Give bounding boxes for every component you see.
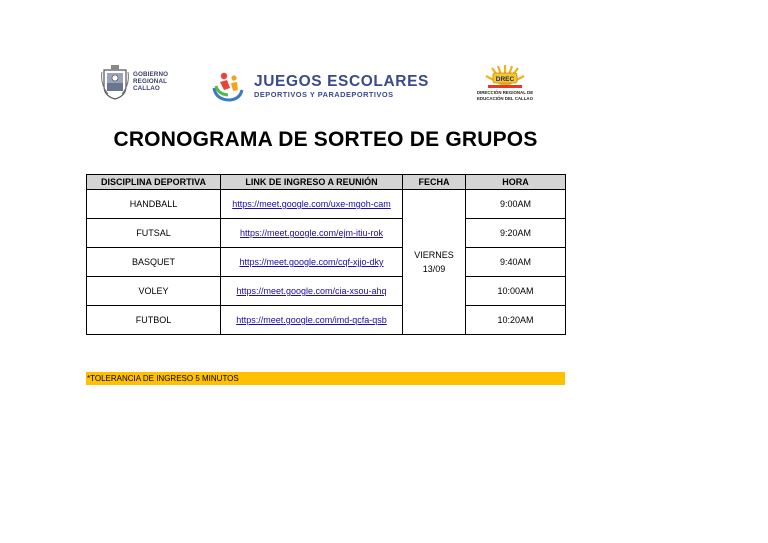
meeting-link[interactable]: https://meet.google.com/ejm-itiu-rok xyxy=(239,228,384,238)
table-row xyxy=(87,219,566,248)
hora-cell: 10:20AM xyxy=(466,306,566,335)
drec-sun-icon xyxy=(484,64,526,90)
discipline-cell: BASQUET xyxy=(87,248,221,277)
header-fecha: FECHA xyxy=(403,175,466,190)
table-row xyxy=(87,277,566,306)
header-hora: HORA xyxy=(466,175,566,190)
juegos-escolares-logo xyxy=(210,70,440,104)
schedule-table xyxy=(86,174,566,335)
drec-logo xyxy=(474,64,536,108)
callao-seal-icon xyxy=(100,64,130,100)
header-link: LINK DE INGRESO A REUNIÓN xyxy=(221,175,403,190)
link-cell xyxy=(221,219,403,248)
link-cell xyxy=(221,248,403,277)
discipline-cell: FUTSAL xyxy=(87,219,221,248)
hora-cell: 9:00AM xyxy=(466,190,566,219)
juegos-title: JUEGOS ESCOLARES xyxy=(254,73,429,90)
table-header-row xyxy=(87,175,566,190)
fecha-cell xyxy=(403,190,466,335)
gobierno-line-2: REGIONAL xyxy=(133,78,168,85)
drec-line-1: DIRECCIÓN REGIONAL DE xyxy=(476,90,534,95)
hora-cell: 9:20AM xyxy=(466,219,566,248)
hora-cell: 10:00AM xyxy=(466,277,566,306)
page-title: CRONOGRAMA DE SORTEO DE GRUPOS xyxy=(113,128,538,151)
discipline-cell: VOLEY xyxy=(87,277,221,306)
table-row xyxy=(87,248,566,277)
juegos-subtitle: DEPORTIVOS Y PARADEPORTIVOS xyxy=(254,90,394,99)
meeting-link[interactable]: https://meet.google.com/imd-qcfa-qsb xyxy=(236,315,387,325)
header-disciplina: DISCIPLINA DEPORTIVA xyxy=(87,175,221,190)
meeting-link[interactable]: https://meet.google.com/cia-xsou-ahq xyxy=(236,286,387,296)
hora-cell: 9:40AM xyxy=(466,248,566,277)
fecha-day: VIERNES xyxy=(414,250,454,260)
link-cell xyxy=(221,277,403,306)
juegos-mark-icon xyxy=(210,70,244,102)
table-row xyxy=(87,306,566,335)
drec-badge-text: DREC xyxy=(495,75,515,83)
link-cell xyxy=(221,306,403,335)
tolerance-note: *TOLERANCIA DE INGRESO 5 MINUTOS xyxy=(86,372,565,385)
gobierno-line-3: CALLAO xyxy=(133,85,160,92)
meeting-link[interactable]: https://meet.google.com/cqf-xjjo-dky xyxy=(239,257,384,267)
fecha-date: 13/09 xyxy=(422,264,446,274)
gobierno-line-1: GOBIERNO xyxy=(133,71,169,78)
link-cell xyxy=(221,190,403,219)
meeting-link[interactable]: https://meet.google.com/uxe-mgoh-cam xyxy=(232,199,391,209)
drec-line-2: EDUCACIÓN DEL CALLAO xyxy=(476,95,534,101)
discipline-cell: FUTBOL xyxy=(87,306,221,335)
logo-bar xyxy=(0,62,768,108)
gobierno-regional-logo xyxy=(100,64,172,102)
discipline-cell: HANDBALL xyxy=(87,190,221,219)
table-row xyxy=(87,190,566,219)
